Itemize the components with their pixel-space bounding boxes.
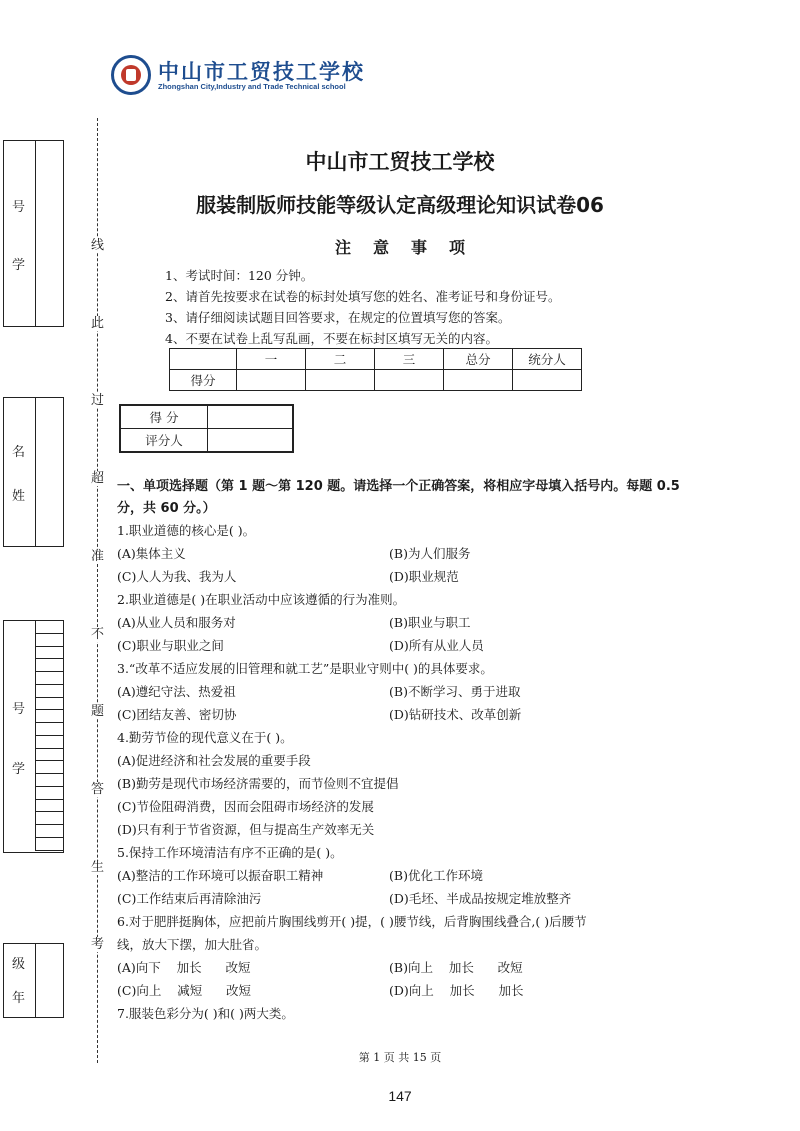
score-header: 统分人 [513,349,582,370]
question-text: 4.勤劳节俭的现代意义在于( )。 [117,730,293,745]
section-heading: 一、单项选择题（第 1 题～第 120 题。请选择一个正确答案，将相应字母填入括号内。每题 0.5 分，共 60 分。） [117,479,680,516]
option: (A)促进经济和社会发展的重要手段 [117,753,311,768]
id-grid-cell[interactable] [35,800,63,813]
binding-label: 学 [12,258,26,273]
id-grid-cell[interactable] [35,787,63,800]
seal-char: 准 [91,549,105,564]
id-grid-cell[interactable] [35,761,63,774]
id-grid-cell[interactable] [35,774,63,787]
option: (A)向下 加长 改短 [117,960,251,975]
note-item: 4、不要在试卷上乱写乱画，不要在标封区填写无关的内容。 [165,331,498,346]
binding-label: 号 [12,200,26,215]
option: (C)团结友善、密切协 [117,707,237,722]
note-item: 3、请仔细阅读试题目回答要求，在规定的位置填写您的答案。 [165,310,511,325]
id-grid-cell[interactable] [35,621,63,634]
option: (A)遵纪守法、热爱祖 [117,684,236,699]
binding-label: 年 [12,991,26,1006]
seal-char: 过 [91,393,105,408]
option: (D)职业规范 [389,569,459,584]
score-table-row [170,370,582,391]
seal-char: 题 [91,704,105,719]
option: (D)钻研技术、改革创新 [389,707,522,722]
option: (D)所有从业人员 [389,638,484,653]
id-grid-cell[interactable] [35,659,63,672]
question-text: 3.“改革不适应发展的旧管理和就工艺”是职业守则中( )的具体要求。 [117,661,493,676]
seal-char: 不 [91,627,105,642]
notice-heading: 注意事项 [334,238,487,257]
option: (A)从业人员和服务对 [117,615,236,630]
page-footer: 第 1 页 共 15 页 [358,1051,442,1064]
id-grid-cell[interactable] [35,838,63,851]
option: (B)为人们服务 [389,546,471,561]
binding-box-grade [3,943,64,1018]
score-header: 三 [375,349,444,370]
option: (B)向上 加长 改短 [389,960,523,975]
question-text: 5.保持工作环境清洁有序不正确的是( )。 [117,845,343,860]
question-text: 2.职业道德是( )在职业活动中应该遵循的行为准则。 [117,592,406,607]
page-number: 147 [388,1088,412,1104]
id-grid-cell[interactable] [35,634,63,647]
id-grid-cell[interactable] [35,749,63,762]
seal-char: 线 [91,238,105,253]
option: (C)职业与职业之间 [117,638,224,653]
seal-char: 超 [91,471,105,486]
option: (C)节俭阻碍消费，因而会阻碍市场经济的发展 [117,799,374,814]
grader-score-cell[interactable] [208,405,294,429]
school-logo-seal [111,55,151,95]
id-grid-cell[interactable] [35,698,63,711]
option: (D)毛坯、半成品按规定堆放整齐 [389,891,572,906]
grader-score-label: 得 分 [120,405,208,429]
binding-label: 姓 [12,489,26,504]
id-grid-cell[interactable] [35,825,63,838]
option: (D)向上 加长 加长 [389,983,524,998]
seal-dashed-line [97,118,98,1063]
grader-label: 评分人 [120,429,208,453]
score-header: 一 [237,349,306,370]
exam-subtitle: 服装制版师技能等级认定高级理论知识试卷06 [196,193,604,217]
option: (D)只有利于节省资源，但与提高生产效率无关 [117,822,375,837]
option: (A)集体主义 [117,546,186,561]
score-cell[interactable] [306,370,375,391]
id-grid-cell[interactable] [35,710,63,723]
question-text: 7.服装色彩分为( )和( )两大类。 [117,1006,294,1021]
seal-char: 生 [91,860,105,875]
binding-label: 名 [12,445,26,460]
option: (C)向上 减短 改短 [117,983,252,998]
score-table [169,348,582,391]
binding-label: 学 [12,762,26,777]
score-header [170,349,237,370]
id-grid-cell[interactable] [35,672,63,685]
grader-cell[interactable] [208,429,294,453]
notes-list [165,265,560,349]
score-cell[interactable] [375,370,444,391]
binding-label: 号 [12,702,26,717]
note-item: 2、请首先按要求在试卷的标封处填写您的姓名、准考证号和身份证号。 [165,289,561,304]
id-grid-cell[interactable] [35,736,63,749]
score-cell[interactable] [444,370,513,391]
seal-char: 考 [91,937,105,952]
grader-table [119,404,294,453]
logo-english-name: Zhongshan City,Industry and Trade Technical school [158,82,346,91]
option: (B)职业与职工 [389,615,471,630]
option: (B)不断学习、勇于进取 [389,684,521,699]
option: (B)勤劳是现代市场经济需要的，而节俭则不宜提倡 [117,776,399,791]
id-grid-cell[interactable] [35,723,63,736]
note-item: 1、考试时间：120 分钟。 [165,268,314,283]
id-grid-cell[interactable] [35,812,63,825]
score-table-header-row [170,349,582,370]
id-grid-cell[interactable] [35,647,63,660]
id-grid-cell[interactable] [35,685,63,698]
binding-box-name [3,397,64,547]
seal-char: 此 [91,316,105,331]
score-cell[interactable] [513,370,582,391]
question-text: 6.对于肥胖挺胸体，应把前片胸围线剪开( )提，( )腰节线，后背胸围线叠合,( )后腰节 [117,914,587,929]
score-row-label: 得分 [170,370,237,391]
score-header: 二 [306,349,375,370]
option: (C)人人为我、我为人 [117,569,237,584]
binding-label: 级 [12,957,26,972]
logo-chinese-name: 中山市工贸技工学校 [158,60,365,84]
seal-char: 答 [91,782,105,797]
option: (A)整洁的工作环境可以振奋职工精神 [117,868,324,883]
option: (B)优化工作环境 [389,868,483,883]
score-header: 总分 [444,349,513,370]
binding-box-id-grid [3,620,64,853]
page-title: 中山市工贸技工学校 [305,150,495,174]
score-cell[interactable] [237,370,306,391]
option: (C)工作结束后再清除油污 [117,891,262,906]
question-text: 1.职业道德的核心是( )。 [117,523,256,538]
question-text-continued: 线，放大下摆，加大肚省。 [117,937,268,952]
